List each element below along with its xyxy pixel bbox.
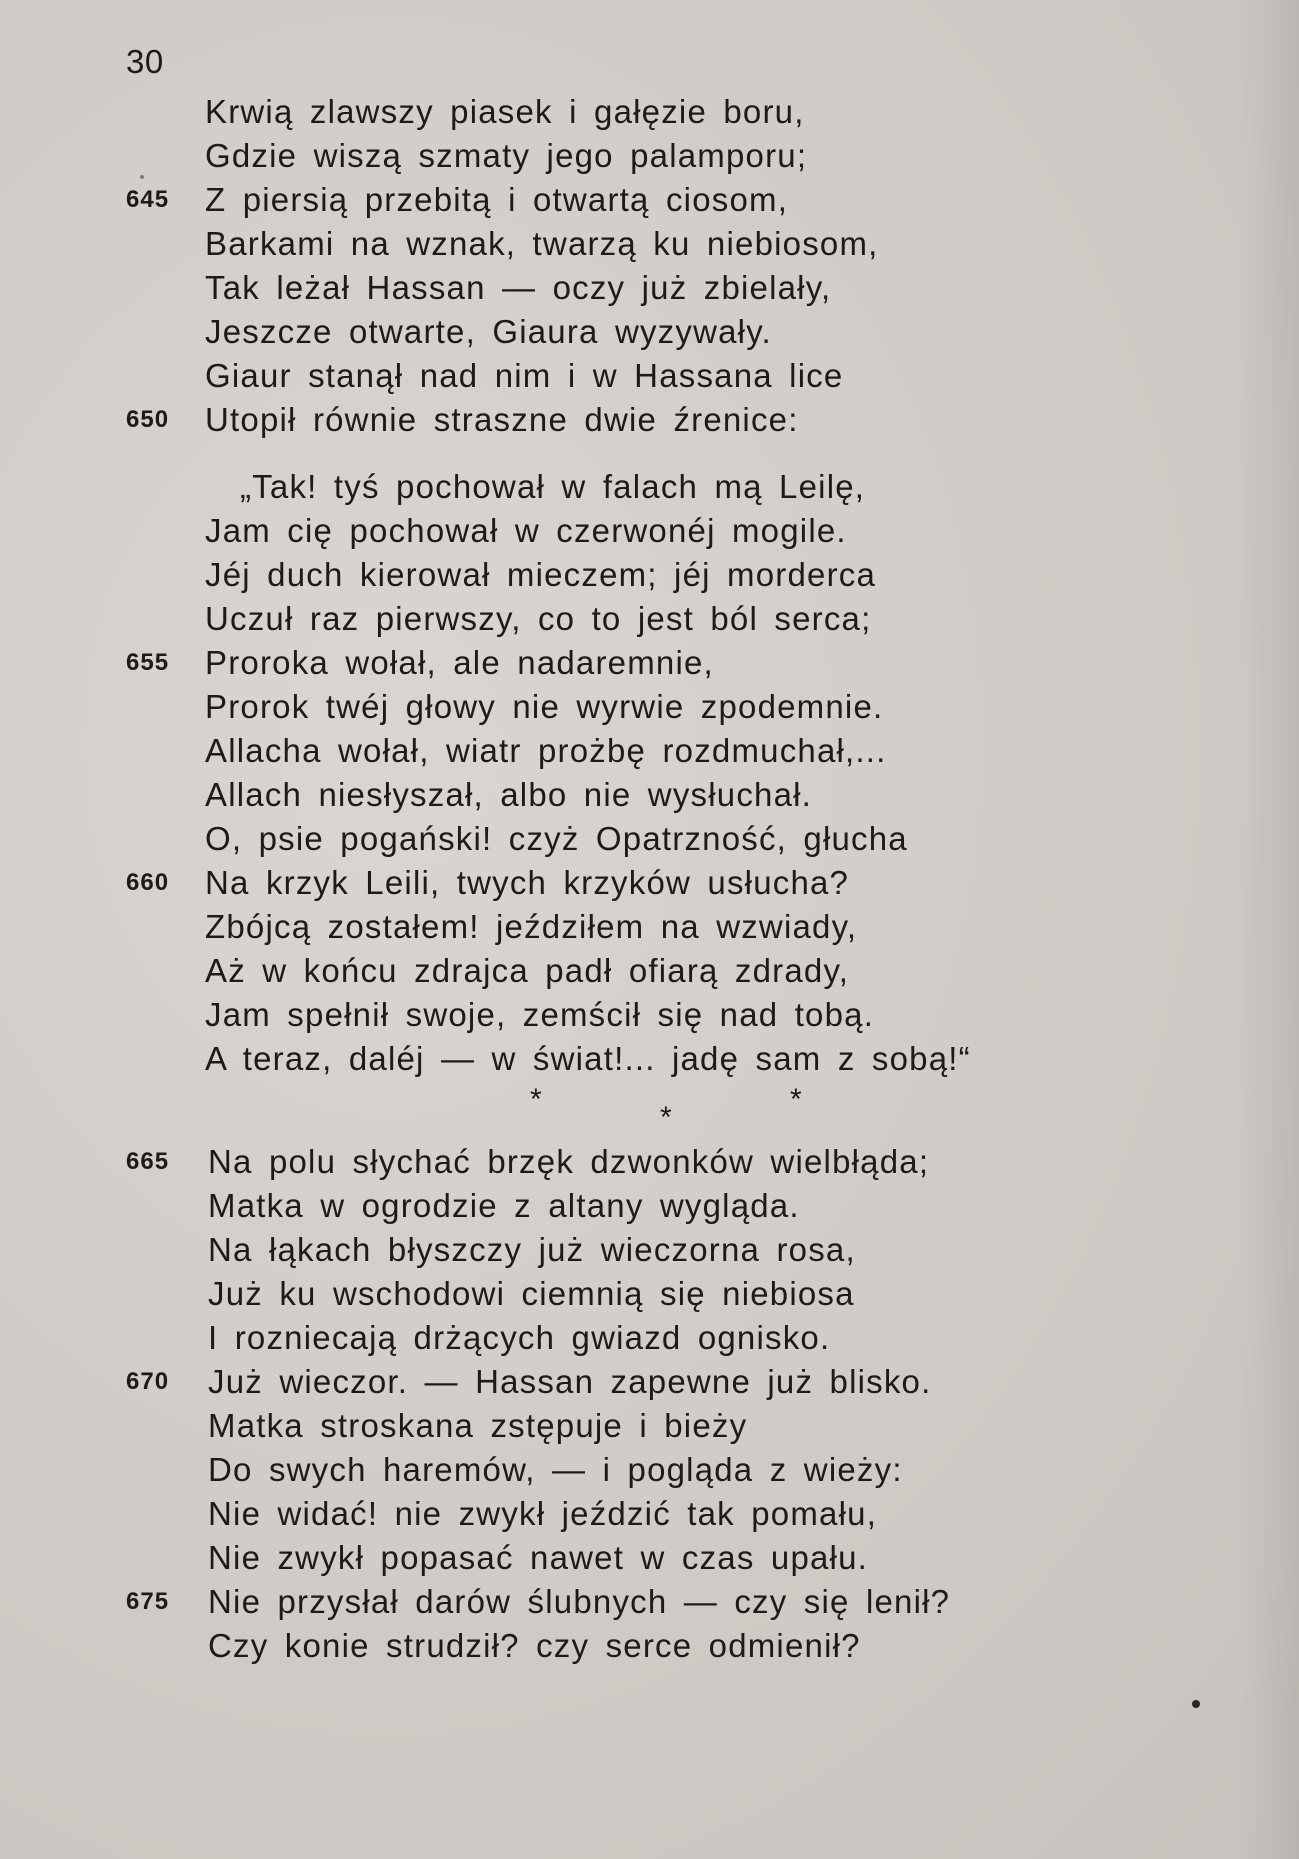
verse-text: Zbójcą zostałem! jeździłem na wzwiady, [205,908,858,945]
verse-line [0,1624,1299,1668]
verse-line [0,1228,1299,1272]
verse-line [0,597,1299,641]
verse-line [0,641,1299,685]
verse-text: Aż w końcu zdrajca padł ofiarą zdrady, [205,952,850,989]
stanza [0,90,1299,442]
verse-text: Jeszcze otwarte, Giaura wyzywały. [205,313,772,350]
verse-line [0,90,1299,134]
verse-line [0,553,1299,597]
verse-line [0,266,1299,310]
verse-line [0,398,1299,442]
verse-text: Na polu słychać brzęk dzwonków wielbłąda; [208,1143,930,1180]
verse-line [0,222,1299,266]
verse-text: Jéj duch kierował mieczem; jéj morderca [205,556,877,593]
verse-text: Z piersią przebitą i otwartą ciosom, [205,181,789,218]
verse-text: Jam cię pochował w czerwonéj mogile. [205,512,847,549]
separator-star: * [660,1101,672,1134]
verse-text: Gdzie wiszą szmaty jego palamporu; [205,137,808,174]
verse-line [0,509,1299,553]
verse-text: Już ku wschodowi ciemnią się niebiosa [208,1275,855,1312]
verse-line [0,465,1299,509]
paper-speck [1192,1700,1200,1708]
verse-line [0,1184,1299,1228]
verse-text: Jam spełnił swoje, zemścił się nad tobą. [205,996,875,1033]
verse-line [0,729,1299,773]
verse-text: Nie zwykł popasać nawet w czas upału. [208,1539,869,1576]
paper-speck [140,175,144,179]
verse-line [0,1536,1299,1580]
verse-line [0,1272,1299,1316]
line-number: 655 [126,649,170,676]
verse-line [0,817,1299,861]
verse-line [0,1037,1299,1081]
verse-text: Matka w ogrodzie z altany wygląda. [208,1187,800,1224]
separator-star: * [790,1083,802,1116]
verse-text: Giaur stanął nad nim i w Hassana lice [205,357,844,394]
section-separator [0,1083,1299,1134]
verse-line [0,310,1299,354]
verse-line [0,134,1299,178]
verse-text: Nie widać! nie zwykł jeździć tak pomału, [208,1495,878,1532]
verse-line [0,178,1299,222]
verse-text: „Tak! tyś pochował w falach mą Leilę, [240,468,866,505]
verse-text: Barkami na wznak, twarzą ku niebiosom, [205,225,879,262]
verse-text: Na łąkach błyszczy już wieczorna rosa, [208,1231,856,1268]
page-number: 30 [126,43,164,80]
verse-line [0,354,1299,398]
verse-text: Do swych haremów, — i pogląda z wieży: [208,1451,903,1488]
verse-line [0,861,1299,905]
verse-line [0,1140,1299,1184]
verse-line [0,1316,1299,1360]
verse-text: Nie przysłał darów ślubnych — czy się lenił? [208,1583,951,1620]
verse-line [0,1360,1299,1404]
verse-text: Uczuł raz pierwszy, co to jest ból serca; [205,600,872,637]
line-number: 660 [126,869,170,896]
verse-line [0,1404,1299,1448]
line-number: 670 [126,1368,170,1395]
verse-text: Na krzyk Leili, twych krzyków usłucha? [205,864,850,901]
verse-text: O, psie pogański! czyż Opatrzność, głucha [205,820,908,857]
verse-text: Krwią zlawszy piasek i gałęzie boru, [205,93,805,130]
stanza [0,465,1299,1081]
verse-line [0,1580,1299,1624]
verse-text: Czy konie strudził? czy serce odmienił? [208,1627,861,1664]
line-number: 645 [126,186,170,213]
verse-text: Tak leżał Hassan — oczy już zbielały, [205,269,832,306]
verse-text: Allacha wołał, wiatr prożbę rozdmuchał,... [205,732,887,769]
verse-text: I rozniecają drżących gwiazd ognisko. [208,1319,831,1356]
verse-line [0,773,1299,817]
verse-text: Allach niesłyszał, albo nie wysłuchał. [205,776,813,813]
line-number: 665 [126,1148,170,1175]
stanza [0,1140,1299,1668]
verse-line [0,949,1299,993]
verse-line [0,685,1299,729]
verse-text: Już wieczor. — Hassan zapewne już blisko. [208,1363,932,1400]
verse-line [0,905,1299,949]
verse-line [0,993,1299,1037]
verse-text: Utopił równie straszne dwie źrenice: [205,401,799,438]
line-number: 675 [126,1588,170,1615]
verse-text: Matka stroskana zstępuje i bieży [208,1407,748,1444]
verse-text: A teraz, daléj — w świat!... jadę sam z sobą!“ [205,1040,971,1077]
separator-star: * [530,1083,542,1116]
verse-line [0,1492,1299,1536]
verse-text: Proroka wołał, ale nadaremnie, [205,644,714,681]
verse-text: Prorok twéj głowy nie wyrwie zpodemnie. [205,688,884,725]
verse-line [0,1448,1299,1492]
line-number: 650 [126,406,170,433]
